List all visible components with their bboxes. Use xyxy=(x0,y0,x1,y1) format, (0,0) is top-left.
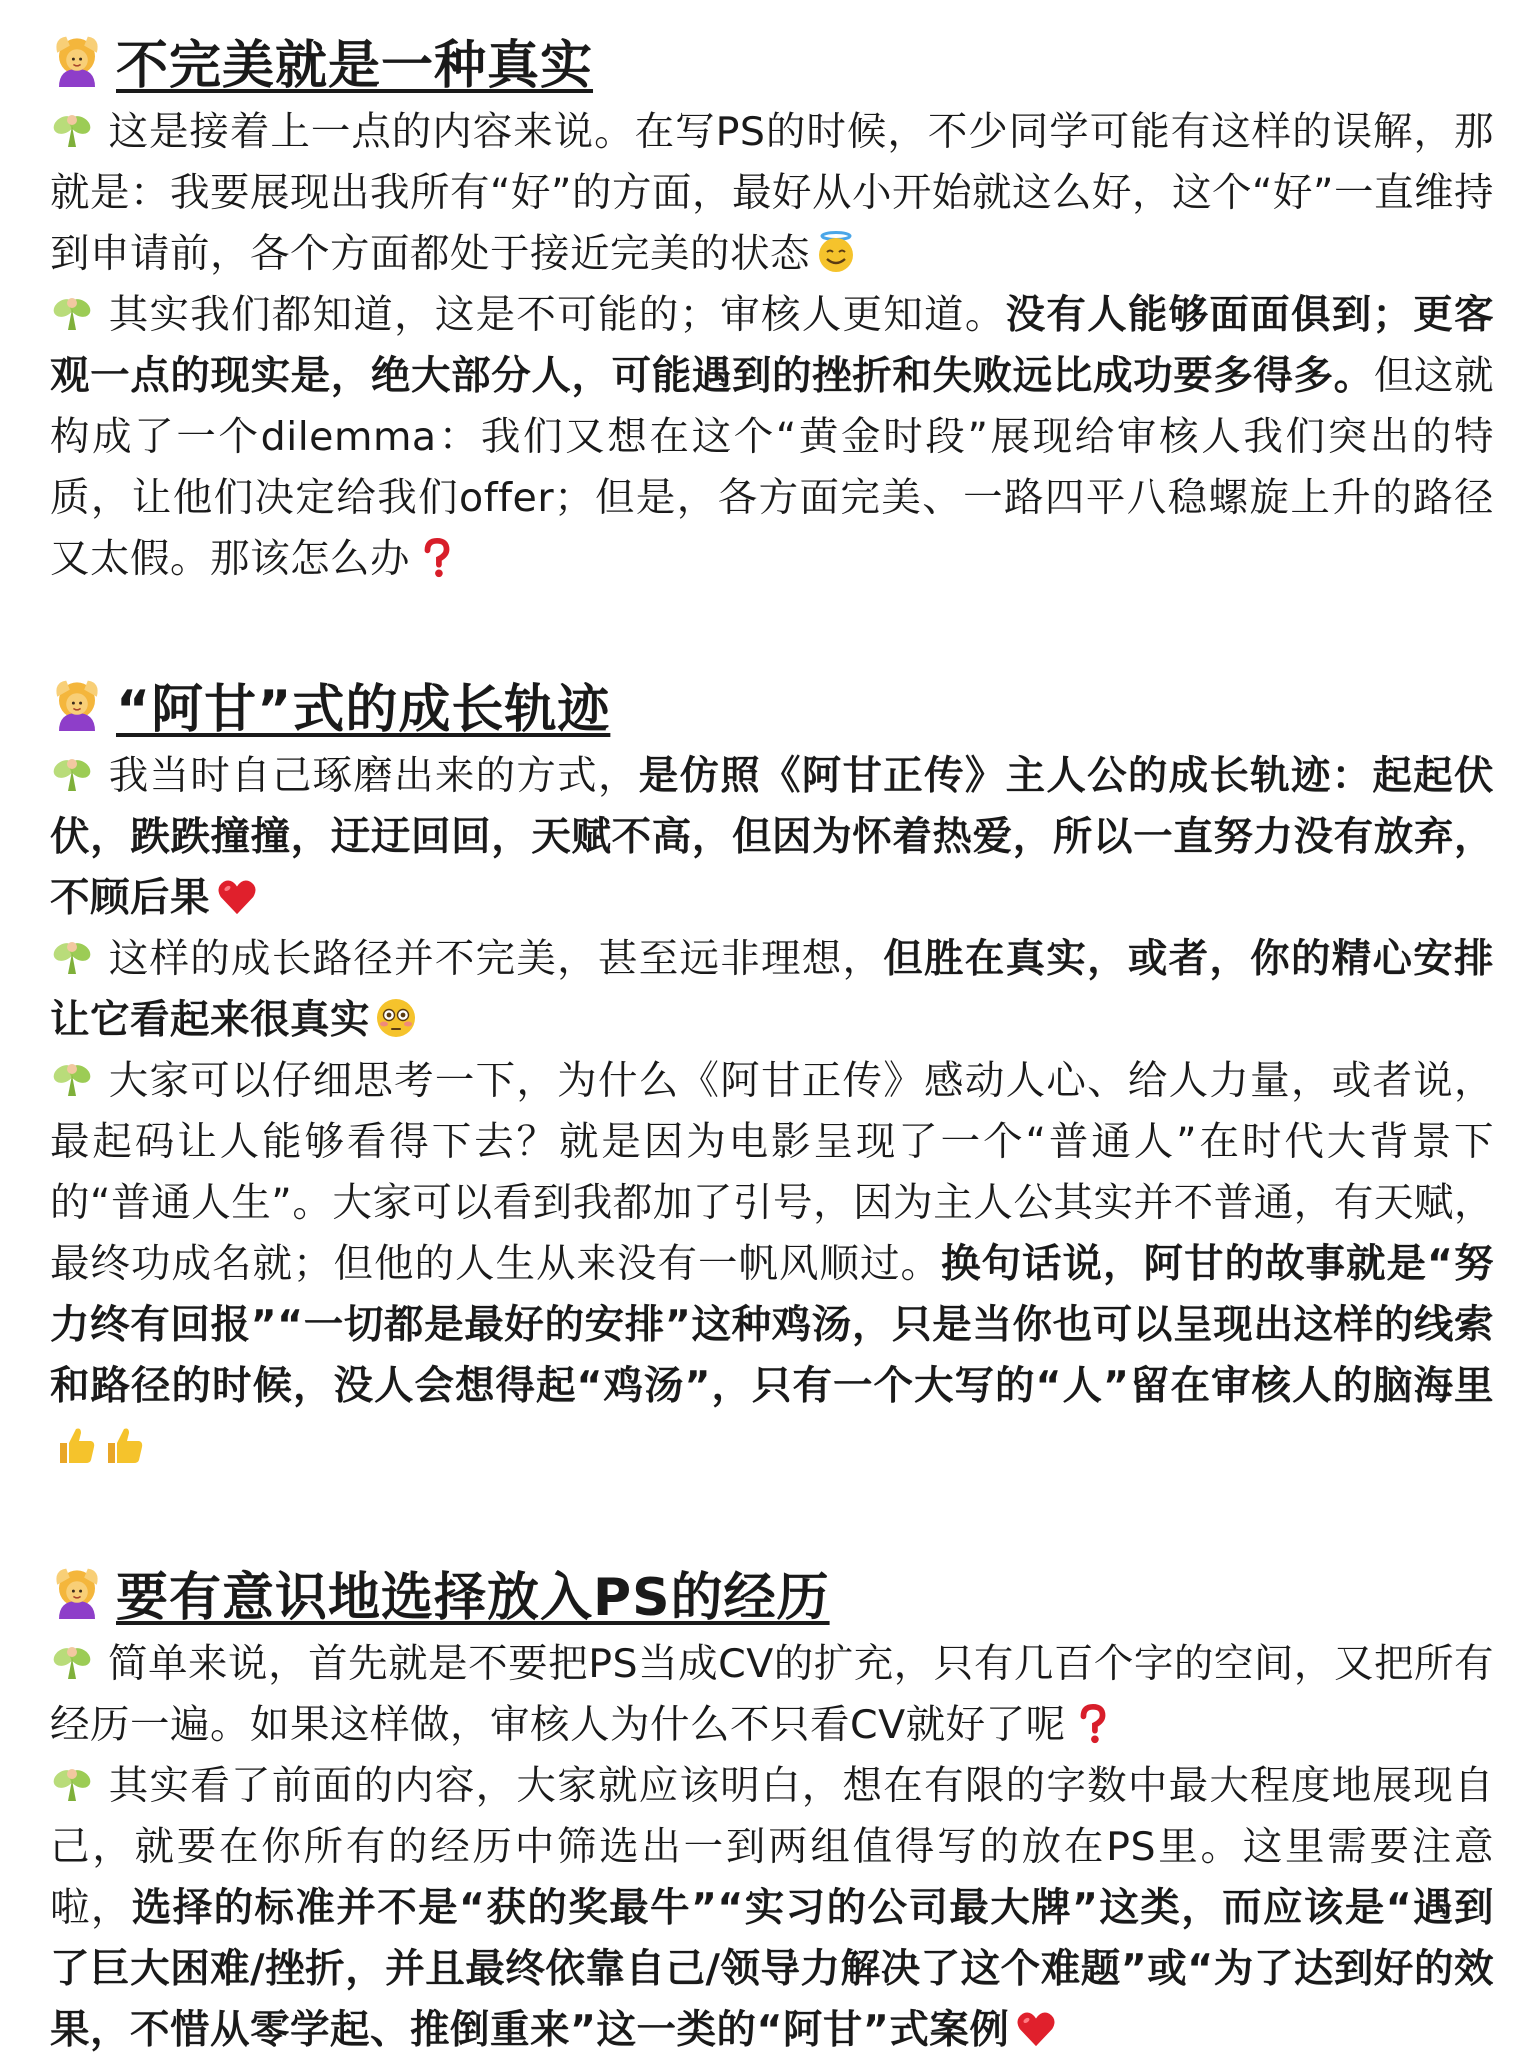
flushed-face-emoji xyxy=(374,996,418,1040)
section-heading xyxy=(50,664,1494,744)
paragraph-text-bold: 没有人能够面面俱到；更客观一点的现实是，绝大部分人，可能遇到的挫折和失败远比成功要多得多。 xyxy=(50,292,1495,399)
section-imperfection xyxy=(50,20,1494,590)
red-question-mark-emoji xyxy=(416,537,458,579)
red-heart-emoji xyxy=(216,876,258,918)
fairy-icon xyxy=(50,1639,94,1683)
paragraph-text: 我当时自己琢磨出来的方式， xyxy=(108,753,639,799)
person-gesturing-ok-icon xyxy=(50,677,104,731)
paragraph xyxy=(50,1051,1494,1478)
thumbs-up-emoji xyxy=(102,1423,146,1467)
section-heading-text: “阿甘”式的成长轨迹 xyxy=(116,679,611,740)
fairy-icon xyxy=(50,107,94,151)
smiling-face-with-halo-emoji xyxy=(814,230,858,274)
fairy-icon xyxy=(50,934,94,978)
paragraph-text-bold: 选择的标准并不是“获的奖最牛”“实习的公司最大牌”这类，而应该是“遇到了巨大困难/挫折，并且最终依靠自己/领导力解决了这个难题”或“为了达到好的效果，不惜从零学起、推倒重来”这一类的“阿甘”式案例 xyxy=(50,1885,1494,2053)
paragraph-text-bold: 换句话说，阿甘的故事就是“努力终有回报”“一切都是最好的安排”这种鸡汤，只是当你也可以呈现出这样的线索和路径的时候，没人会想得起“鸡汤”，只有一个大写的“人”留在审核人的脑海里 xyxy=(50,1241,1495,1409)
paragraph-text: 大家可以仔细思考一下，为什么《阿甘正传》感动人心、给人力量，或者说，最起码让人能够看得下去？就是因为电影呈现了一个“普通人”在时代大背景下的“普通人生”。大家可以看到我都加了引号，因为主人公其实并不普通，有天赋，最终功成名就；但他的人生从来没有一帆风顺过。 xyxy=(50,1058,1494,1287)
paragraph-text: 但这就构成了一个dilemma：我们又想在这个“黄金时段”展现给审核人我们突出的特质，让他们决定给我们offer；但是，各方面完美、一路四平八稳螺旋上升的路径又太假。那该怎么办 xyxy=(50,353,1495,582)
paragraph xyxy=(50,929,1494,1051)
fairy-icon xyxy=(50,1056,94,1100)
paragraph-text: 这样的成长路径并不完美，甚至远非理想， xyxy=(108,936,884,982)
red-heart-emoji xyxy=(1015,2008,1057,2050)
section-heading xyxy=(50,20,1494,100)
fairy-icon xyxy=(50,1761,94,1805)
section-heading-text: 不完美就是一种真实 xyxy=(116,35,594,96)
section-select-experience xyxy=(50,1552,1494,2061)
paragraph-text-bold: 但胜在真实，或者，你的精心安排让它看起来很真实 xyxy=(50,936,1495,1043)
paragraph-text: 简单来说，首先就是不要把PS当成CV的扩充，只有几百个字的空间，又把所有经历一遍。如果这样做，审核人为什么不只看CV就好了呢 xyxy=(50,1641,1494,1748)
section-heading xyxy=(50,1552,1494,1632)
fairy-icon xyxy=(50,751,94,795)
section-forrest-gump xyxy=(50,664,1494,1478)
paragraph xyxy=(50,1756,1494,2061)
red-question-mark-emoji xyxy=(1072,1703,1114,1745)
paragraph-text: 其实我们都知道，这是不可能的；审核人更知道。 xyxy=(108,292,1006,338)
paragraph-text-bold: 是仿照《阿甘正传》主人公的成长轨迹：起起伏伏，跌跌撞撞，迂迂回回，天赋不高，但因为怀着热爱，所以一直努力没有放弃，不顾后果 xyxy=(50,753,1495,921)
paragraph xyxy=(50,1634,1494,1756)
paragraph xyxy=(50,746,1494,929)
thumbs-up-emoji xyxy=(54,1423,98,1467)
paragraph xyxy=(50,285,1494,590)
paragraph xyxy=(50,102,1494,285)
person-gesturing-ok-icon xyxy=(50,1565,104,1619)
paragraph-text: 这是接着上一点的内容来说。在写PS的时候，不少同学可能有这样的误解，那就是：我要展现出我所有“好”的方面，最好从小开始就这么好，这个“好”一直维持到申请前，各个方面都处于接近完美的状态 xyxy=(50,109,1494,277)
fairy-icon xyxy=(50,290,94,334)
section-heading-text: 要有意识地选择放入PS的经历 xyxy=(116,1567,830,1628)
person-gesturing-ok-icon xyxy=(50,33,104,87)
paragraph-text: 其实看了前面的内容，大家就应该明白，想在有限的字数中最大程度地展现自己，就要在你所有的经历中筛选出一到两组值得写的放在PS里。这里需要注意啦， xyxy=(50,1763,1494,1931)
